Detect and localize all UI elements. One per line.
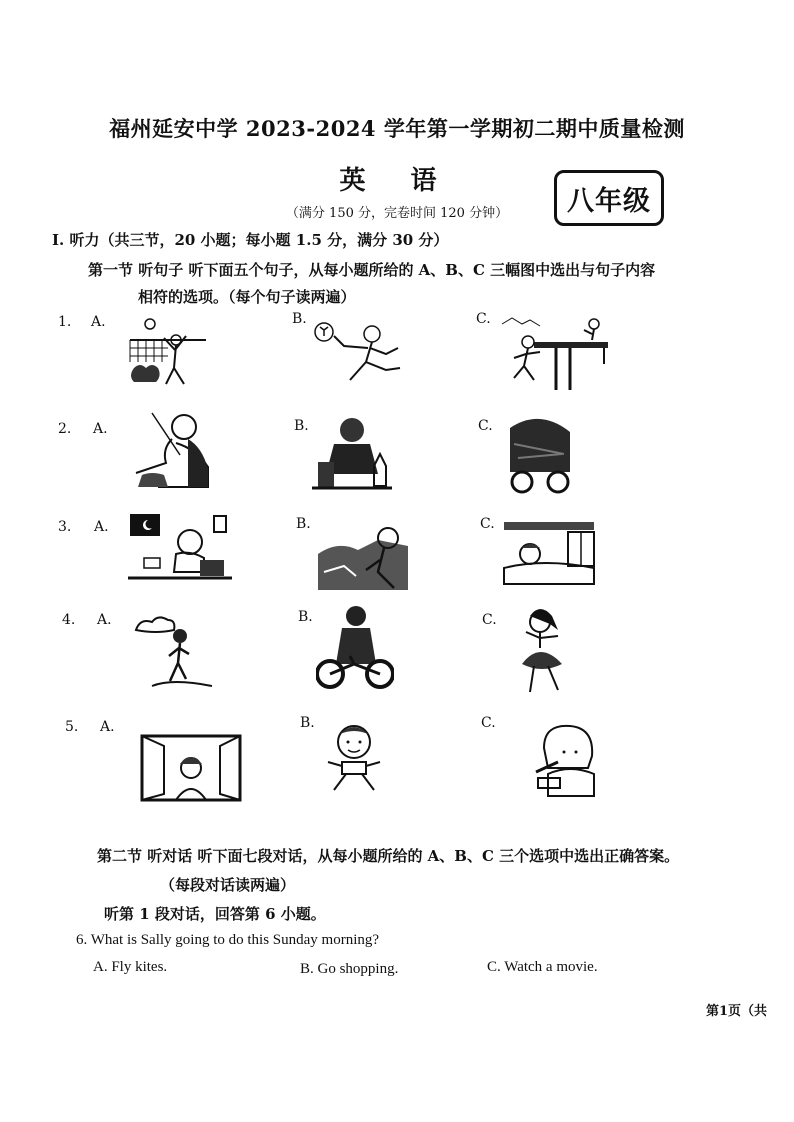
option-label-b: B. xyxy=(298,609,313,625)
football-picture xyxy=(314,318,404,388)
option-label-a: A. xyxy=(91,314,106,330)
question-6-option-a: A. Fly kites. xyxy=(93,959,168,975)
science-lab-picture xyxy=(312,414,392,490)
studying-late-picture xyxy=(128,512,232,586)
listen-instruction: 听第 1 段对话，回答第 6 小题。 xyxy=(104,905,326,923)
sleeping-picture xyxy=(502,520,598,586)
option-label-c: C. xyxy=(478,418,493,434)
question-number: 3. xyxy=(58,519,72,535)
question-number: 5. xyxy=(65,719,79,735)
option-label-a: A. xyxy=(93,421,108,437)
outdoor-scene-picture xyxy=(316,520,412,590)
question-6-option-b: B. Go shopping. xyxy=(300,961,399,977)
exam-title: 福州延安中学 2023-2024 学年第一学期初二期中质量检测 xyxy=(109,116,685,141)
brushing-teeth-picture xyxy=(528,722,604,798)
boy-exercising-picture xyxy=(322,722,388,794)
part1-heading: I. 听力（共三节，20 小题；每小题 1.5 分，满分 30 分） xyxy=(52,231,449,249)
subject-title: 英 语 xyxy=(339,166,455,196)
question-6-option-c: C. Watch a movie. xyxy=(487,959,598,975)
score-info: （满分 150 分，完卷时间 120 分钟） xyxy=(285,206,509,221)
dancing-girl-picture xyxy=(508,606,578,696)
option-label-b: B. xyxy=(296,516,311,532)
option-label-c: C. xyxy=(481,715,496,731)
section1-instruction-line1: 第一节 听句子 听下面五个句子，从每小题所给的 A、B、C 三幅图中选出与句子内容 xyxy=(88,261,656,279)
option-label-a: A. xyxy=(97,612,112,628)
section2-instruction-line2: （每段对话读两遍） xyxy=(160,876,296,894)
option-label-b: B. xyxy=(300,715,315,731)
option-label-c: C. xyxy=(482,612,497,628)
question-number: 2. xyxy=(58,421,72,437)
question-number: 4. xyxy=(62,612,76,628)
section2-instruction-line1: 第二节 听对话 听下面七段对话，从每小题所给的 A、B、C 三个选项中选出正确答案。 xyxy=(97,847,680,865)
option-label-c: C. xyxy=(476,311,491,327)
windy-day-picture xyxy=(132,616,212,690)
motorbike-picture xyxy=(504,414,576,496)
window-picture xyxy=(138,732,244,804)
option-label-b: B. xyxy=(292,311,307,327)
option-label-c: C. xyxy=(480,516,495,532)
section1-instruction-line2: 相符的选项。（每个句子读两遍） xyxy=(138,288,356,306)
page-footer: 第1页（共 xyxy=(706,1004,768,1019)
volleyball-picture xyxy=(128,318,208,388)
question-6-text: 6. What is Sally going to do this Sunday morning? xyxy=(76,932,380,948)
option-label-a: A. xyxy=(94,519,109,535)
violin-picture xyxy=(132,409,214,489)
question-number: 1. xyxy=(58,314,72,330)
cycling-picture xyxy=(316,604,394,692)
grade-stamp-text: 八年级 xyxy=(567,185,651,217)
table-tennis-picture xyxy=(500,314,610,392)
option-label-a: A. xyxy=(100,719,115,735)
option-label-b: B. xyxy=(294,418,309,434)
